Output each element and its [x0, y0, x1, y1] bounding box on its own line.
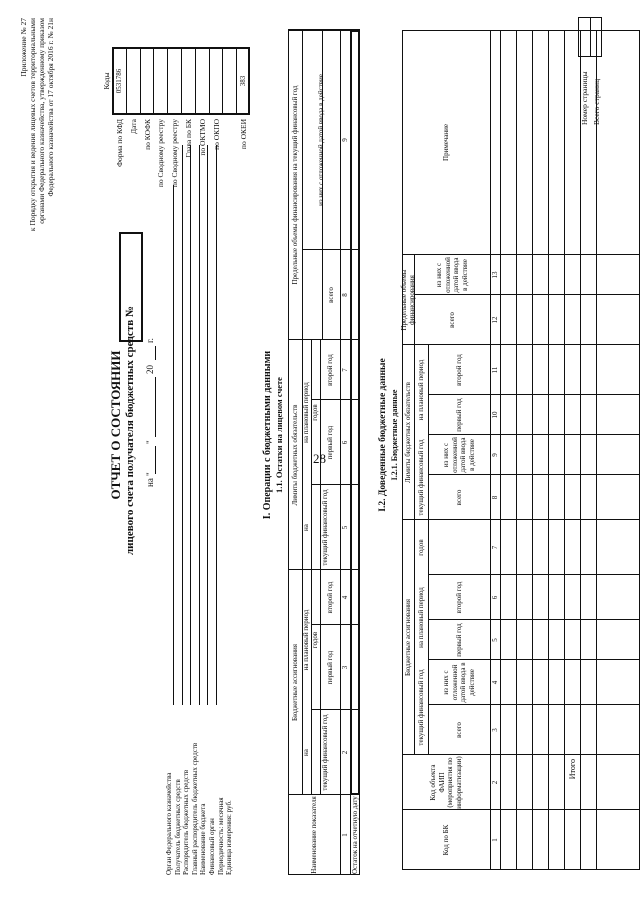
table1-col-number: 5 — [340, 525, 349, 530]
table2-ba-iz-nih: из них с отложенной датой ввода в действие — [442, 662, 476, 703]
table2-col-number: 5 — [490, 638, 499, 642]
table1-col-number: 1 — [340, 833, 349, 837]
codes-row-label: по Сводному реестру — [156, 119, 166, 188]
table2-col-number: 13 — [490, 271, 499, 279]
table2-ba-tek: текущий финансовый год — [416, 669, 425, 746]
table2-lbo-plan: на плановый период — [416, 359, 425, 421]
table2-lbo-tek: текущий финансовый год — [416, 439, 425, 516]
table2-col-number: 9 — [490, 453, 499, 457]
section2-subtitle: I.2.1. Бюджетные данные — [390, 389, 399, 481]
table1-godov: годов — [311, 631, 320, 649]
table1-iz-nih: из них с отложенной датой ввода в действие — [316, 74, 325, 206]
section2-title: I.2. Доведенные бюджетные данные — [378, 358, 388, 512]
table2-col-note: Примечание — [441, 124, 450, 161]
requisite-label: Наименование бюджета — [199, 803, 208, 875]
appendix-title: Приложение № 27 — [19, 18, 28, 77]
table1-grp-lbo: Лимиты бюджетных обязательств — [290, 404, 299, 506]
table1-grp-ba: Бюджетные ассигнования — [290, 644, 299, 721]
table1-col-number: 9 — [340, 138, 349, 142]
table2-col-number: 7 — [490, 545, 499, 550]
table2-lbo-iz-nih: из них с отложенной датой ввода в действие — [442, 437, 476, 473]
appendix-line-1: к Порядку открытия и ведения лицевых счетов территориальными — [28, 18, 37, 232]
table2-col-kbk: Код по БК — [441, 824, 450, 856]
account-number-box[interactable] — [119, 232, 143, 342]
codes-row-value[interactable] — [181, 47, 195, 115]
requisite-line[interactable] — [173, 185, 174, 705]
table2-lbo-vsego: всего — [454, 489, 463, 506]
table1-godov: годов — [311, 404, 320, 421]
table2-ba-vsego: всего — [454, 722, 463, 738]
codes-row-label: по ОКПО — [211, 119, 221, 150]
table2-col-number: 12 — [490, 316, 499, 324]
requisite-line[interactable] — [190, 145, 191, 705]
requisite-label: Получатель бюджетных средств — [173, 779, 182, 875]
date-year: 20 — [145, 365, 155, 374]
requisite-label: Периодичность: месячная — [216, 797, 225, 875]
table2-lbo-first: первый год — [454, 398, 463, 432]
table2-pof-iz-nih: из них с отложенной датой ввода в действие — [435, 257, 469, 293]
date-prefix: на " — [145, 472, 155, 487]
requisite-label: Единица измерения: руб. — [225, 800, 234, 875]
requisite-line[interactable] — [207, 145, 208, 705]
report-subtitle: лицевого счета получателя бюджетных средств № — [124, 305, 136, 555]
table1-na: на — [302, 524, 311, 531]
codes-row-label: по КОФК — [142, 119, 152, 150]
report-title: ОТЧЕТ О СОСТОЯНИИ — [108, 350, 123, 500]
date-suffix: г. — [145, 338, 155, 343]
codes-row-label: по ОКЕИ — [239, 119, 249, 150]
codes-row-label: по ОКТМО — [197, 119, 207, 156]
requisite-label: Финансовый орган — [208, 818, 216, 875]
table1-second: второй год — [325, 354, 334, 386]
table2-ba-plan: на плановый период — [416, 587, 425, 648]
codes-row-value[interactable] — [153, 47, 167, 115]
table1-col-name: Наименование показателя — [309, 796, 318, 874]
table1-na: на — [302, 749, 311, 756]
section1-title: I. Операции с бюджетными данными — [262, 350, 273, 520]
codes-row-value[interactable]: 0531786 — [114, 68, 123, 94]
table2-ba-godov: годов — [416, 539, 425, 556]
table2-col-number: 4 — [490, 680, 499, 685]
page-no-label: Номер страницы — [580, 71, 589, 125]
codes-row-value[interactable] — [222, 47, 236, 115]
page-number: 28 — [313, 451, 326, 466]
table1-vsego: всего — [326, 287, 335, 303]
table2-lbo-second: второй год — [454, 354, 463, 386]
table1-tek: текущий финансовый год — [321, 489, 330, 566]
codes-row-label: Форма по КФД — [115, 119, 124, 167]
table2-col-number: 3 — [490, 728, 499, 732]
table2-ba-first: первый год — [454, 623, 463, 657]
codes-header: Коды — [102, 72, 111, 90]
table2-col-kosgu: Код объекта ФАИП (мероприятия по информатизации) — [429, 756, 463, 809]
table1-col-number: 3 — [340, 665, 349, 670]
table1-first: первый год — [325, 425, 334, 460]
table2-col-number: 8 — [490, 495, 499, 500]
table1-col-number: 8 — [340, 293, 349, 297]
requisite-line[interactable] — [216, 145, 217, 705]
codes-row-label: Дата — [128, 119, 138, 134]
requisite-line[interactable] — [199, 145, 200, 705]
appendix-line-2: органами Федерального казначейства, утвержденному приказом — [37, 18, 46, 224]
requisite-label: Главный распорядитель бюджетных средств — [190, 742, 199, 875]
table2-grp-ba: Бюджетные ассигнования — [403, 599, 412, 676]
table1-plan: на плановый период — [302, 382, 311, 443]
table2-col-number: 11 — [490, 366, 499, 374]
table1-col-number: 6 — [340, 440, 349, 445]
table2-total-label: Итого — [568, 759, 577, 780]
table2-ba-second: второй год — [454, 581, 463, 614]
requisite-label: Орган Федерального казначейства — [165, 772, 173, 875]
table1-grp-pof: Предельные объемы финансирования на текущий финансовый год — [290, 85, 299, 285]
codes-row-value[interactable] — [167, 47, 181, 115]
table1-col-number: 7 — [340, 368, 349, 372]
table2-col-number: 10 — [490, 411, 499, 419]
table1-plan: на плановый период — [302, 609, 311, 671]
appendix-line-3: Федерального казначейства от 17 октября 2016 г. № 21н — [46, 18, 55, 197]
table2-grp-pof: Предельные объемы финансирования — [399, 269, 416, 331]
table1-balance-values[interactable] — [350, 30, 360, 795]
table2-col-number: 2 — [490, 780, 499, 785]
pages-total-label: Всего страниц — [592, 78, 601, 125]
codes-row-value[interactable]: 383 — [238, 75, 247, 87]
table1-tek: текущий финансовый год — [321, 714, 330, 791]
codes-row-label: по Сводному реестру — [170, 119, 180, 188]
table1-first: первый год — [325, 650, 334, 685]
codes-row-value[interactable] — [209, 47, 223, 115]
table1-col-number: 2 — [340, 750, 349, 755]
requisite-label: Распорядитель бюджетных средств — [182, 769, 191, 875]
codes-row-value[interactable] — [126, 47, 140, 115]
table2-col-number: 1 — [490, 838, 499, 842]
codes-row-value[interactable] — [195, 47, 209, 115]
codes-row-value[interactable] — [140, 47, 154, 115]
table2-pof-vsego: всего — [447, 312, 456, 328]
codes-row-label: Глава по БК — [184, 119, 193, 158]
section1-subtitle: 1.1. Остатки на лицевом счете — [274, 377, 284, 493]
table1-second: второй год — [325, 581, 334, 614]
table1-col-number: 4 — [340, 595, 349, 600]
requisite-line[interactable] — [182, 145, 183, 705]
date-quote: " — [145, 440, 155, 444]
table1-row-label: Остаток на отчетную дату — [350, 796, 359, 874]
table2-grp-lbo: Лимиты бюджетных обязательств — [403, 382, 412, 483]
table2-col-number: 6 — [490, 595, 499, 600]
